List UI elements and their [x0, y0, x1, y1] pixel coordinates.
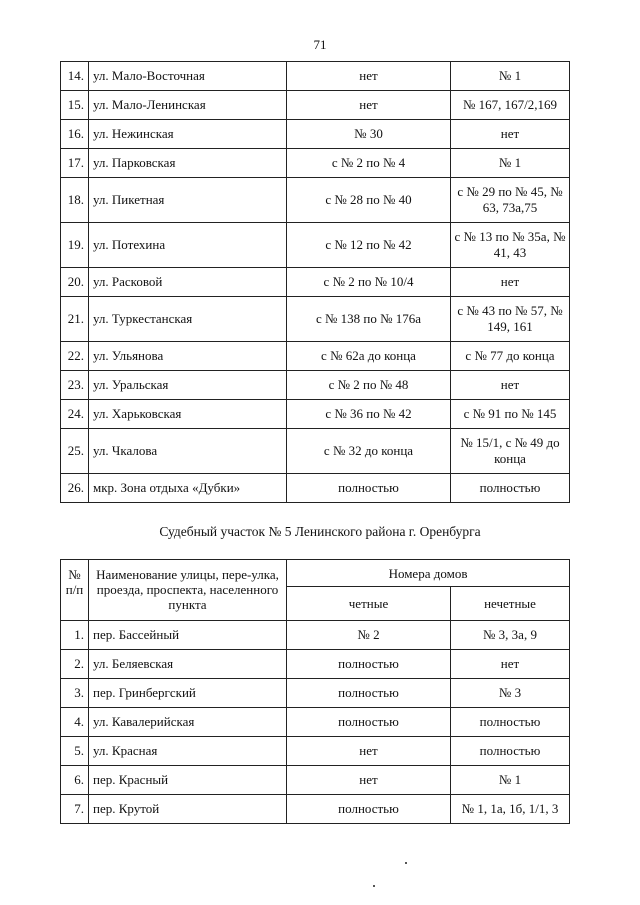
table-row — [61, 679, 570, 708]
even-house-numbers: с № 138 по № 176а — [287, 297, 451, 342]
street-name: пер. Гринбергский — [89, 679, 287, 708]
street-name: ул. Расковой — [89, 268, 287, 297]
table-row — [61, 737, 570, 766]
row-number: 25. — [61, 429, 89, 474]
street-name: ул. Мало-Ленинская — [89, 91, 287, 120]
even-house-numbers: полностью — [287, 708, 451, 737]
street-name: ул. Кавалерийская — [89, 708, 287, 737]
page-number: 71 — [313, 37, 327, 52]
odd-house-numbers: полностью — [451, 474, 570, 503]
row-number: 23. — [61, 371, 89, 400]
even-house-numbers: нет — [287, 91, 451, 120]
header-house-numbers: Номера домов — [287, 560, 570, 587]
even-house-numbers: с № 2 по № 4 — [287, 149, 451, 178]
header-street-name: Наименование улицы, пере-улка, проезда, проспекта, населенного пункта — [89, 560, 287, 621]
even-house-numbers: полностью — [287, 795, 451, 824]
table-row — [61, 474, 570, 503]
odd-house-numbers: с № 29 по № 45, № 63, 73а,75 — [451, 178, 570, 223]
street-name: пер. Крутой — [89, 795, 287, 824]
street-name: ул. Беляевская — [89, 650, 287, 679]
street-name: ул. Потехина — [89, 223, 287, 268]
even-house-numbers: полностью — [287, 474, 451, 503]
table-row — [61, 223, 570, 268]
table-row — [61, 400, 570, 429]
row-number: 20. — [61, 268, 89, 297]
even-house-numbers: № 30 — [287, 120, 451, 149]
odd-house-numbers: с № 91 по № 145 — [451, 400, 570, 429]
odd-house-numbers: № 1, 1а, 1б, 1/1, 3 — [451, 795, 570, 824]
odd-house-numbers: нет — [451, 371, 570, 400]
street-name: ул. Парковская — [89, 149, 287, 178]
odd-house-numbers: полностью — [451, 737, 570, 766]
street-name: ул. Красная — [89, 737, 287, 766]
table-row — [61, 766, 570, 795]
row-number: 17. — [61, 149, 89, 178]
street-name: пер. Бассейный — [89, 621, 287, 650]
table-row — [61, 91, 570, 120]
street-name: ул. Чкалова — [89, 429, 287, 474]
row-number: 21. — [61, 297, 89, 342]
district-5-table-body — [61, 621, 570, 824]
row-number: 19. — [61, 223, 89, 268]
even-house-numbers: полностью — [287, 650, 451, 679]
odd-house-numbers: с № 43 по № 57, № 149, 161 — [451, 297, 570, 342]
row-number: 14. — [61, 62, 89, 91]
table-row — [61, 621, 570, 650]
odd-house-numbers: № 1 — [451, 62, 570, 91]
scan-speck — [405, 862, 407, 864]
row-number: 1. — [61, 621, 89, 650]
street-name: ул. Ульянова — [89, 342, 287, 371]
row-number: 15. — [61, 91, 89, 120]
street-name: ул. Пикетная — [89, 178, 287, 223]
even-house-numbers: с № 2 по № 48 — [287, 371, 451, 400]
odd-house-numbers: нет — [451, 650, 570, 679]
even-house-numbers: нет — [287, 766, 451, 795]
even-house-numbers: нет — [287, 737, 451, 766]
table-row — [61, 120, 570, 149]
table-row — [61, 149, 570, 178]
odd-house-numbers: № 3 — [451, 679, 570, 708]
odd-house-numbers: с № 77 до конца — [451, 342, 570, 371]
table-row — [61, 650, 570, 679]
scan-speck — [373, 885, 375, 887]
table-row — [61, 708, 570, 737]
row-number: 24. — [61, 400, 89, 429]
even-house-numbers: нет — [287, 62, 451, 91]
even-house-numbers: с № 62а до конца — [287, 342, 451, 371]
even-house-numbers: с № 32 до конца — [287, 429, 451, 474]
odd-house-numbers: № 1 — [451, 149, 570, 178]
odd-house-numbers: с № 13 по № 35а, № 41, 43 — [451, 223, 570, 268]
table-row — [61, 268, 570, 297]
row-number: 22. — [61, 342, 89, 371]
odd-house-numbers: № 15/1, с № 49 до конца — [451, 429, 570, 474]
header-odd: нечетные — [451, 587, 570, 621]
odd-house-numbers: № 1 — [451, 766, 570, 795]
street-name: ул. Туркестанская — [89, 297, 287, 342]
header-number: № п/п — [61, 560, 89, 621]
street-name: пер. Красный — [89, 766, 287, 795]
odd-house-numbers: полностью — [451, 708, 570, 737]
table-row — [61, 342, 570, 371]
header-even: четные — [287, 587, 451, 621]
district-5-streets-table — [60, 559, 570, 824]
street-name: ул. Уральская — [89, 371, 287, 400]
row-number: 6. — [61, 766, 89, 795]
table-row — [61, 297, 570, 342]
even-house-numbers: с № 2 по № 10/4 — [287, 268, 451, 297]
row-number: 4. — [61, 708, 89, 737]
table-row — [61, 62, 570, 91]
streets-table-body — [61, 62, 570, 503]
odd-house-numbers: нет — [451, 268, 570, 297]
streets-table-continued — [60, 61, 570, 503]
even-house-numbers: с № 28 по № 40 — [287, 178, 451, 223]
even-house-numbers: полностью — [287, 679, 451, 708]
odd-house-numbers: нет — [451, 120, 570, 149]
row-number: 5. — [61, 737, 89, 766]
even-house-numbers: с № 36 по № 42 — [287, 400, 451, 429]
row-number: 16. — [61, 120, 89, 149]
row-number: 2. — [61, 650, 89, 679]
table-row — [61, 795, 570, 824]
row-number: 3. — [61, 679, 89, 708]
street-name: ул. Мало-Восточная — [89, 62, 287, 91]
row-number: 7. — [61, 795, 89, 824]
street-name: мкр. Зона отдыха «Дубки» — [89, 474, 287, 503]
odd-house-numbers: № 167, 167/2,169 — [451, 91, 570, 120]
odd-house-numbers: № 3, 3а, 9 — [451, 621, 570, 650]
street-name: ул. Харьковская — [89, 400, 287, 429]
even-house-numbers: № 2 — [287, 621, 451, 650]
section-caption: Судебный участок № 5 Ленинского района г. Оренбурга — [159, 524, 481, 539]
table-row — [61, 371, 570, 400]
table-row — [61, 178, 570, 223]
row-number: 26. — [61, 474, 89, 503]
street-name: ул. Нежинская — [89, 120, 287, 149]
table-row — [61, 429, 570, 474]
row-number: 18. — [61, 178, 89, 223]
even-house-numbers: с № 12 по № 42 — [287, 223, 451, 268]
